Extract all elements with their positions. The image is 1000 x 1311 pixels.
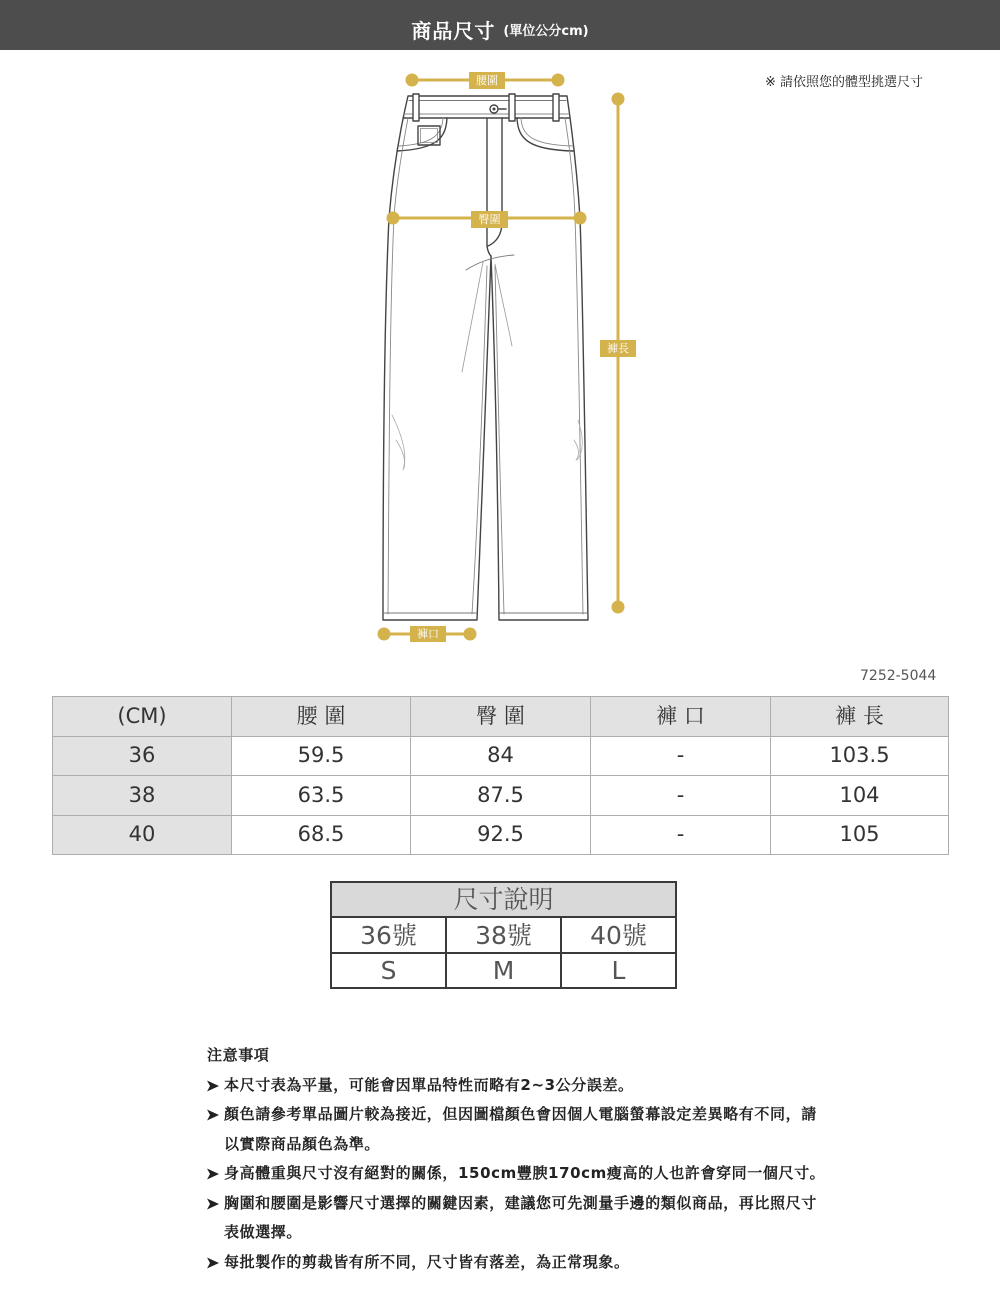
- length-dot-bottom: [612, 601, 625, 614]
- note-line: 顏色請參考單品圖片較為接近，但因圖檔顏色會因個人電腦螢幕設定差異略有不同，請: [224, 1105, 817, 1123]
- note-item: [207, 1159, 825, 1189]
- column-header-hip: 臀 圍: [411, 697, 591, 737]
- pants-drawing: [383, 94, 588, 620]
- size-letter: S: [331, 953, 446, 988]
- size-label: 40: [53, 815, 232, 855]
- notes-title: 注意事項: [207, 1046, 270, 1064]
- note-line: 以實際商品顏色為準。: [224, 1134, 381, 1153]
- hip-value: 84: [411, 736, 591, 776]
- table-row: [53, 815, 949, 855]
- arrowhead-icon: [207, 1080, 219, 1092]
- length-value: 104: [771, 776, 949, 816]
- table-row: [53, 776, 949, 816]
- table-row: [53, 736, 949, 776]
- hem-dot-right: [464, 628, 477, 641]
- size-guide-table: [330, 881, 677, 989]
- waist-value: 68.5: [232, 815, 411, 855]
- note-item: [207, 1189, 825, 1248]
- note-item: [207, 1100, 825, 1159]
- hem-value: -: [591, 776, 771, 816]
- fit-advice-note: ※ 請依照您的體型挑選尺寸: [765, 75, 924, 90]
- size-label: 36: [53, 736, 232, 776]
- belt-loop-center: [509, 94, 515, 121]
- notes-section: [207, 1041, 825, 1277]
- waist-dot-right: [552, 74, 565, 87]
- column-header-waist: 腰 圍: [232, 697, 411, 737]
- belt-loop-left: [413, 94, 419, 121]
- size-letter: L: [561, 953, 676, 988]
- page-title: 商品尺寸: [411, 18, 496, 43]
- product-code: 7252-5044: [860, 668, 937, 684]
- size-letter: M: [446, 953, 561, 988]
- arrowhead-icon: [207, 1257, 219, 1269]
- size-number-row: [331, 917, 676, 953]
- unit-note: (單位公分cm): [503, 23, 589, 39]
- size-measurement-table: [52, 696, 949, 855]
- hem-value: -: [591, 815, 771, 855]
- hip-label: 臀圍: [478, 213, 501, 226]
- belt-loop-right: [553, 94, 559, 121]
- size-letter-row: [331, 953, 676, 988]
- hem-measurement: [378, 626, 477, 642]
- button-center: [493, 108, 496, 111]
- hem-value: -: [591, 736, 771, 776]
- hem-label: 褲口: [417, 627, 439, 641]
- waist-value: 63.5: [232, 776, 411, 816]
- column-header-length: 褲 長: [771, 697, 949, 737]
- waist-measurement: [406, 72, 565, 89]
- hip-dot-right: [574, 212, 587, 225]
- length-label: 褲長: [607, 342, 629, 355]
- note-line: 每批製作的剪裁皆有所不同，尺寸皆有落差，為正常現象。: [224, 1252, 630, 1271]
- size-number: 40號: [561, 917, 676, 953]
- size-label: 38: [53, 776, 232, 816]
- waist-value: 59.5: [232, 736, 411, 776]
- note-line: 表做選擇。: [224, 1223, 303, 1241]
- note-line: 身高體重與尺寸沒有絕對的關係，150cm豐腴170cm瘦高的人也許會穿同一個尺寸。: [224, 1164, 826, 1182]
- column-header-unit: (CM): [53, 697, 232, 737]
- hip-dot-left: [387, 212, 400, 225]
- hip-value: 87.5: [411, 776, 591, 816]
- size-number: 36號: [331, 917, 446, 953]
- column-header-hem: 褲 口: [591, 697, 771, 737]
- note-item: [207, 1071, 825, 1101]
- pants-outline: [383, 96, 588, 620]
- size-guide-header-row: [331, 882, 676, 917]
- table-header-row: [53, 697, 949, 737]
- size-guide-title: 尺寸說明: [331, 882, 676, 917]
- note-item: [207, 1248, 825, 1278]
- note-line: 胸圍和腰圍是影響尺寸選擇的關鍵因素，建議您可先測量手邊的類似商品，再比照尺寸: [224, 1193, 817, 1212]
- note-line: 本尺寸表為平量，可能會因單品特性而略有2~3公分誤差。: [224, 1075, 634, 1094]
- hem-dot-left: [378, 628, 391, 641]
- length-measurement: [600, 93, 636, 614]
- waist-label: 腰圍: [476, 74, 498, 87]
- length-value: 105: [771, 815, 949, 855]
- arrowhead-icon: [207, 1198, 219, 1210]
- arrowhead-icon: [207, 1109, 219, 1121]
- length-dot-top: [612, 93, 625, 106]
- arrowhead-icon: [207, 1168, 219, 1180]
- hip-value: 92.5: [411, 815, 591, 855]
- length-value: 103.5: [771, 736, 949, 776]
- size-number: 38號: [446, 917, 561, 953]
- waist-dot-left: [406, 74, 419, 87]
